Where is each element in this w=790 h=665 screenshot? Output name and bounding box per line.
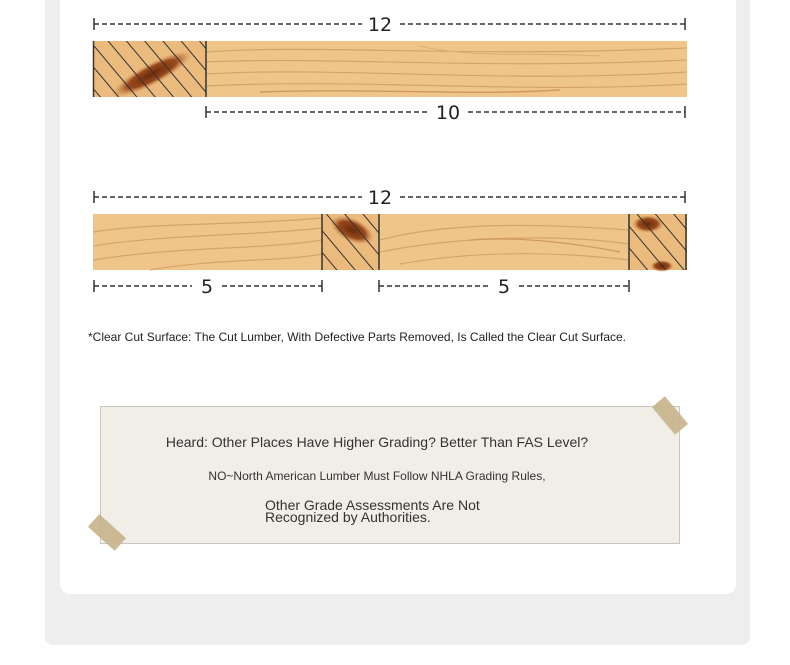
board-2	[93, 187, 687, 298]
note-heading: Heard: Other Places Have Higher Grading? Better Than FAS Level?	[165, 434, 589, 450]
board-2-clear-cut-left-dimension	[94, 276, 322, 298]
board-2-total-label: 12	[367, 187, 393, 209]
board-1-wood	[93, 41, 687, 105]
board-1	[93, 14, 687, 124]
board-2-wood	[93, 209, 687, 272]
clear-cut-footnote: *Clear Cut Surface: The Cut Lumber, With Defective Parts Removed, Is Called the Clear Cut Surface.	[88, 330, 627, 344]
board-2-clear-cut-right-dimension	[379, 276, 629, 298]
lumber-diagram	[0, 0, 790, 310]
board-1-total-dimension	[94, 14, 685, 36]
board-2-clear-cut-left-label: 5	[200, 276, 214, 298]
board-2-clear-cut-right-label: 5	[497, 276, 511, 298]
note-conclusion: Other Grade Assessments Are Not Recognized by Authorities.	[265, 497, 480, 525]
board-1-total-label: 12	[367, 14, 393, 36]
board-2-total-dimension	[94, 187, 685, 209]
board-1-defect-section	[93, 41, 206, 105]
note-card	[100, 406, 680, 544]
board-1-clear-cut-dimension	[206, 102, 685, 124]
board-1-clear-cut-label: 10	[435, 102, 461, 124]
board-2-defect-middle	[322, 209, 379, 270]
board-2-defect-right	[629, 214, 687, 272]
note-line: NO~North American Lumber Must Follow NHLA Grading Rules,	[208, 469, 546, 483]
